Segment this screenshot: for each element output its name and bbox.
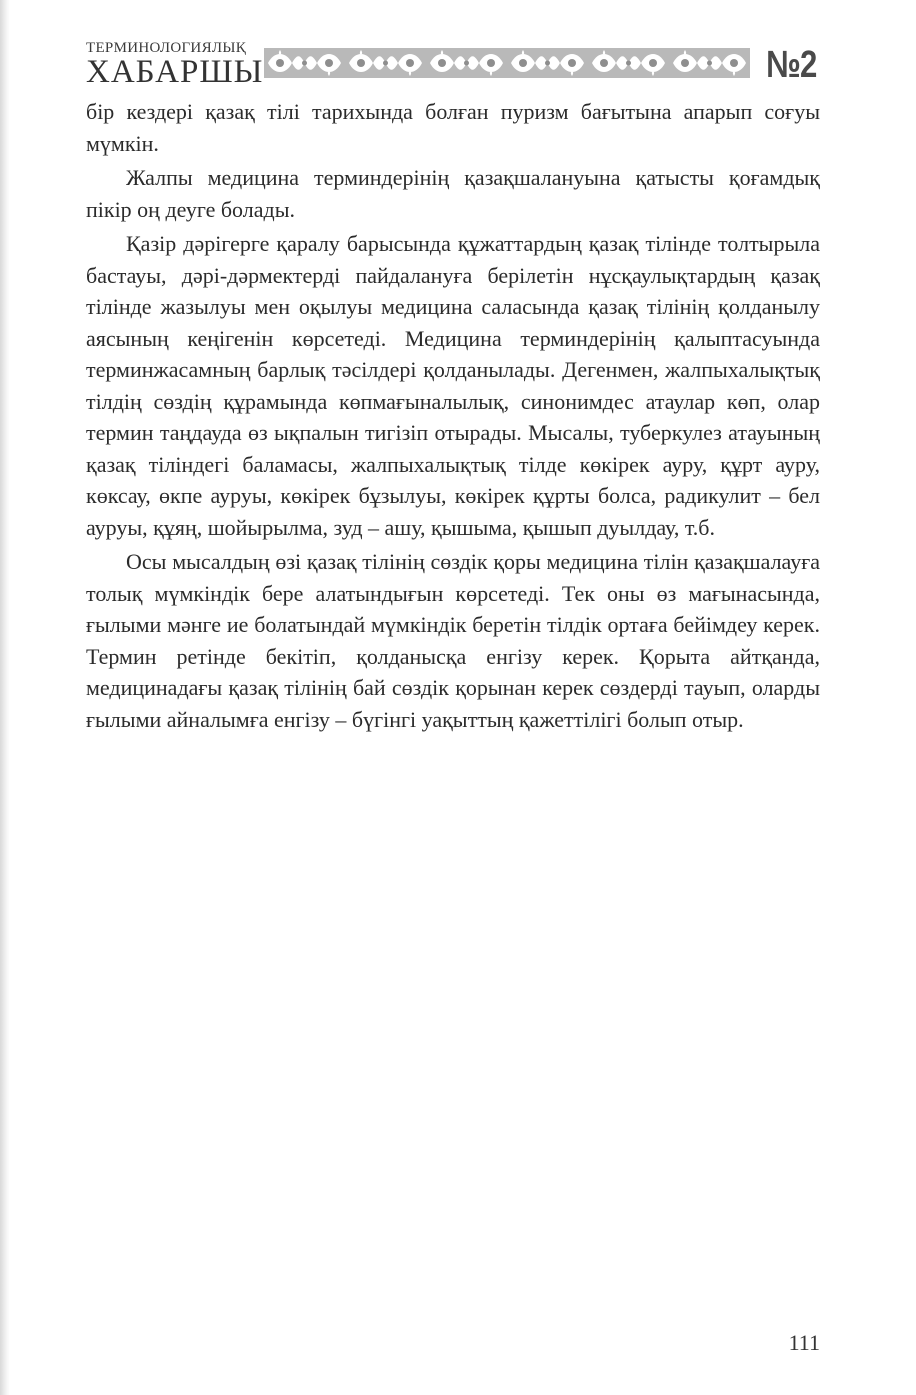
journal-title-line1: ТЕРМИНОЛОГИЯЛЫҚ: [86, 40, 247, 56]
page-edge-shadow: [0, 0, 10, 1395]
page-number: 111: [788, 1330, 820, 1355]
paragraph-continued: бір кездері қазақ тілі тарихында болған пуризм бағытына апарып соғуы мүмкін.: [86, 99, 820, 156]
paragraph: Жалпы медицина терминдерінің қазақшалануына қатысты қоғамдық пікір оң деуге болады.: [86, 165, 820, 222]
running-header: [86, 40, 816, 90]
article-body: [86, 96, 820, 735]
paragraph: Осы мысалдың өзі қазақ тілінің сөздік қоры медицина тілін қазақшалауға толық мүмкіндік бере алатындығын көрсетеді. Тек оны өз мағынасында, ғылыми мәнге ие болатындай мүмкіндік беретін тілдік ортаға бейімдеу керек. Термин ретінде бекітіп, қолданысқа енгізу керек. Қорыта айтқанда, медицинадағы қазақ тілінің бай сөздік қорынан керек сөздерді тауып, оларды ғылыми айналымға енгізу – бүгінгі уақыттың қажеттілігі болып отыр.: [86, 549, 820, 732]
journal-title-line2: ХАБАРШЫ: [86, 54, 264, 90]
ornament-band-icon: [264, 48, 750, 78]
issue-number: №2: [765, 44, 816, 86]
paragraph: Қазір дәрігерге қаралу барысында құжаттардың қазақ тілінде толтырыла бастауы, дәрі-дәрмектерді пайдалануға берілетін нұсқаулықтардың қазақ тілінде жазылуы мен оқылуы медицина саласында қазақ тілінің қолданылу аясының кеңігенін көрсетеді. Медицина терминдерінің қалыптасуында терминжасамның барлық тәсілдері қолданылады. Дегенмен, жалпыхалықтық тілдің сөздің құрамында көпмағыналылық, синонимдес атаулар көп, олар термин таңдауда өз ықпалын тигізіп отырады. Мысалы, туберкулез атауының қазақ тіліндегі баламасы, жалпыхалықтық тілде көкірек ауру, құрт ауру, көксау, өкпе ауруы, көкірек бұзылуы, көкірек құрты болса, радикулит – бел ауруы, құяң, шойырылма, зуд – ашу, қышыма, қышып дуылдау, т.б.: [86, 231, 820, 540]
